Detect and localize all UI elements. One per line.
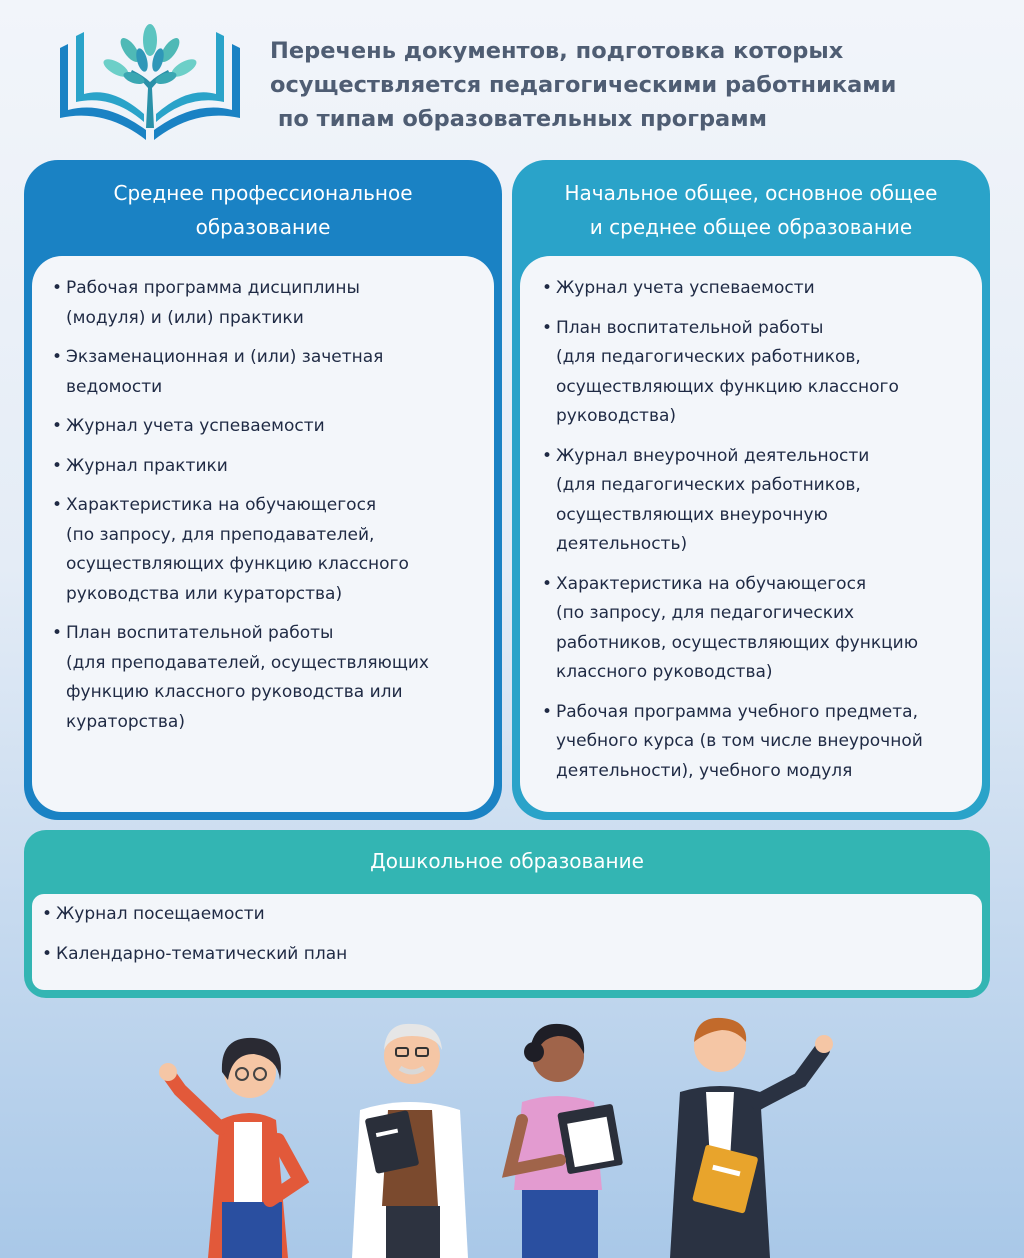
teacher-man-elder-icon [352,1024,468,1258]
teacher-man-suit-icon [670,1018,833,1258]
school-document-list [520,256,982,786]
spo-card-body [32,256,494,812]
list-item: • Характеристика на обучающегося (по запросу, для педагогических работников, осуществляющих функцию классного руководства) [556,570,968,688]
header-line: Начальное общее, основное общее [564,181,938,205]
list-item: • Экзаменационная и (или) зачетная ведомости [66,343,476,402]
title-line: осуществляется педагогическими работниками [270,72,897,98]
teacher-woman-orange-icon [159,1038,300,1258]
preschool-document-list [32,894,982,969]
list-item: • План воспитательной работы (для педагогических работников, осуществляющих функцию классного руководства) [556,314,968,432]
header-line: и среднее общее образование [589,215,913,239]
school-card-header [512,176,990,244]
spo-card-header [24,176,502,244]
title-line: по типам образовательных программ [270,106,768,132]
list-item: • План воспитательной работы (для преподавателей, осуществляющих функцию классного руководства или кураторства) [66,619,476,737]
list-item: • Журнал внеурочной деятельности (для педагогических работников, осуществляющих внеурочную деятельность) [556,442,968,560]
school-card [512,160,990,820]
list-item: • Календарно-тематический план [56,940,968,970]
title-line: Перечень документов, подготовка которых [270,38,844,64]
book-tree-logo-icon [50,18,250,148]
list-item: • Журнал посещаемости [56,900,968,930]
list-item: • Характеристика на обучающегося (по запросу, для преподавателей, осуществляющих функцию классного руководства или кураторства) [66,491,476,609]
list-item: • Рабочая программа учебного предмета, учебного курса (в том числе внеурочной деятельности), учебного модуля [556,698,968,787]
list-item: • Журнал учета успеваемости [556,274,968,304]
spo-card [24,160,502,820]
school-card-body [520,256,982,812]
spo-document-list [32,256,494,737]
preschool-card-header: Дошкольное образование [370,849,644,873]
list-item: • Рабочая программа дисциплины (модуля) и (или) практики [66,274,476,333]
teachers-illustration-icon [150,1010,850,1258]
list-item: • Журнал учета успеваемости [66,412,476,442]
preschool-card-body [32,894,982,990]
teacher-woman-pink-icon [510,1024,623,1258]
header-line: Среднее профессиональное [113,181,413,205]
header-line: образование [195,215,331,239]
list-item: • Журнал практики [66,452,476,482]
preschool-card [24,830,990,998]
page-title [270,34,990,136]
